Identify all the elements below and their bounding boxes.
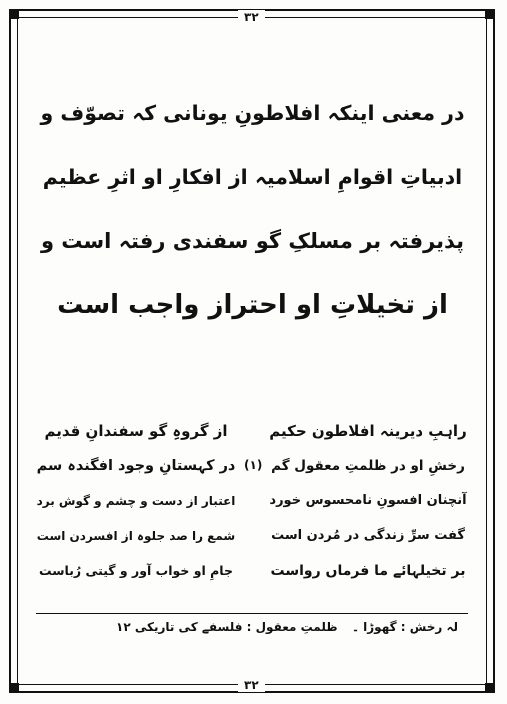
verse-second-hemistich: شمع را صد جلوہ از افسردن است	[36, 529, 236, 543]
corner-ornament	[485, 9, 495, 19]
verse-second-hemistich: در کہستانِ وجود افگندہ سم	[36, 458, 236, 474]
couplet	[36, 560, 468, 595]
footnote-marker: (۱)	[244, 458, 263, 472]
verse-first-hemistich: راہبِ دیرینہ افلاطون حکیم	[269, 422, 467, 440]
chapter-heading	[40, 96, 465, 352]
page-number-bottom: ۳۲	[238, 678, 265, 692]
corner-ornament	[485, 683, 495, 693]
verse-first-hemistich: بر تخیلہائے ما فرماں رواست	[270, 563, 466, 579]
verse-first-hemistich: گفت سرِّ زندگی در مُردن است	[271, 528, 465, 543]
couplet	[36, 455, 468, 490]
couplet	[36, 420, 468, 455]
verse-second-hemistich: جامِ او خواب آور و گیتی رُباست	[39, 563, 233, 578]
verse-second-hemistich: از گروہِ گو سفندانِ قدیم	[44, 422, 228, 440]
couplet	[36, 490, 468, 525]
heading-line: پذیرفتہ بر مسلکِ گو سفندی رفتہ است و	[40, 229, 465, 253]
heading-line: ادبیاتِ اقوامِ اسلامیہ از افکارِ او اثرِ عظیم	[42, 165, 463, 189]
verse-second-hemistich: اعتبار از دست و چشم و گوش برد	[36, 494, 236, 508]
page-number-top: ۳۲	[238, 10, 265, 24]
heading-line: در معنی اینکہ افلاطونِ یونانی کہ تصوّف و	[40, 101, 465, 125]
footnote-2: ظلمتِ معقول : فلسفے کی تاریکی ۱۲	[116, 620, 338, 634]
verse-first-hemistich: آنچنان افسونِ نامحسوس خورد	[269, 493, 467, 508]
corner-ornament	[9, 9, 19, 19]
footnote-1: لہ رخش : گھوڑا ۔	[351, 620, 458, 634]
couplet	[36, 525, 468, 560]
verse-block	[36, 420, 468, 595]
corner-ornament	[9, 683, 19, 693]
heading-line: از تخیلاتِ او احتراز واجب است	[57, 290, 448, 320]
footnote-divider	[36, 613, 468, 614]
verse-first-hemistich: رخشِ او در ظلمتِ معقول گم	[271, 458, 465, 474]
